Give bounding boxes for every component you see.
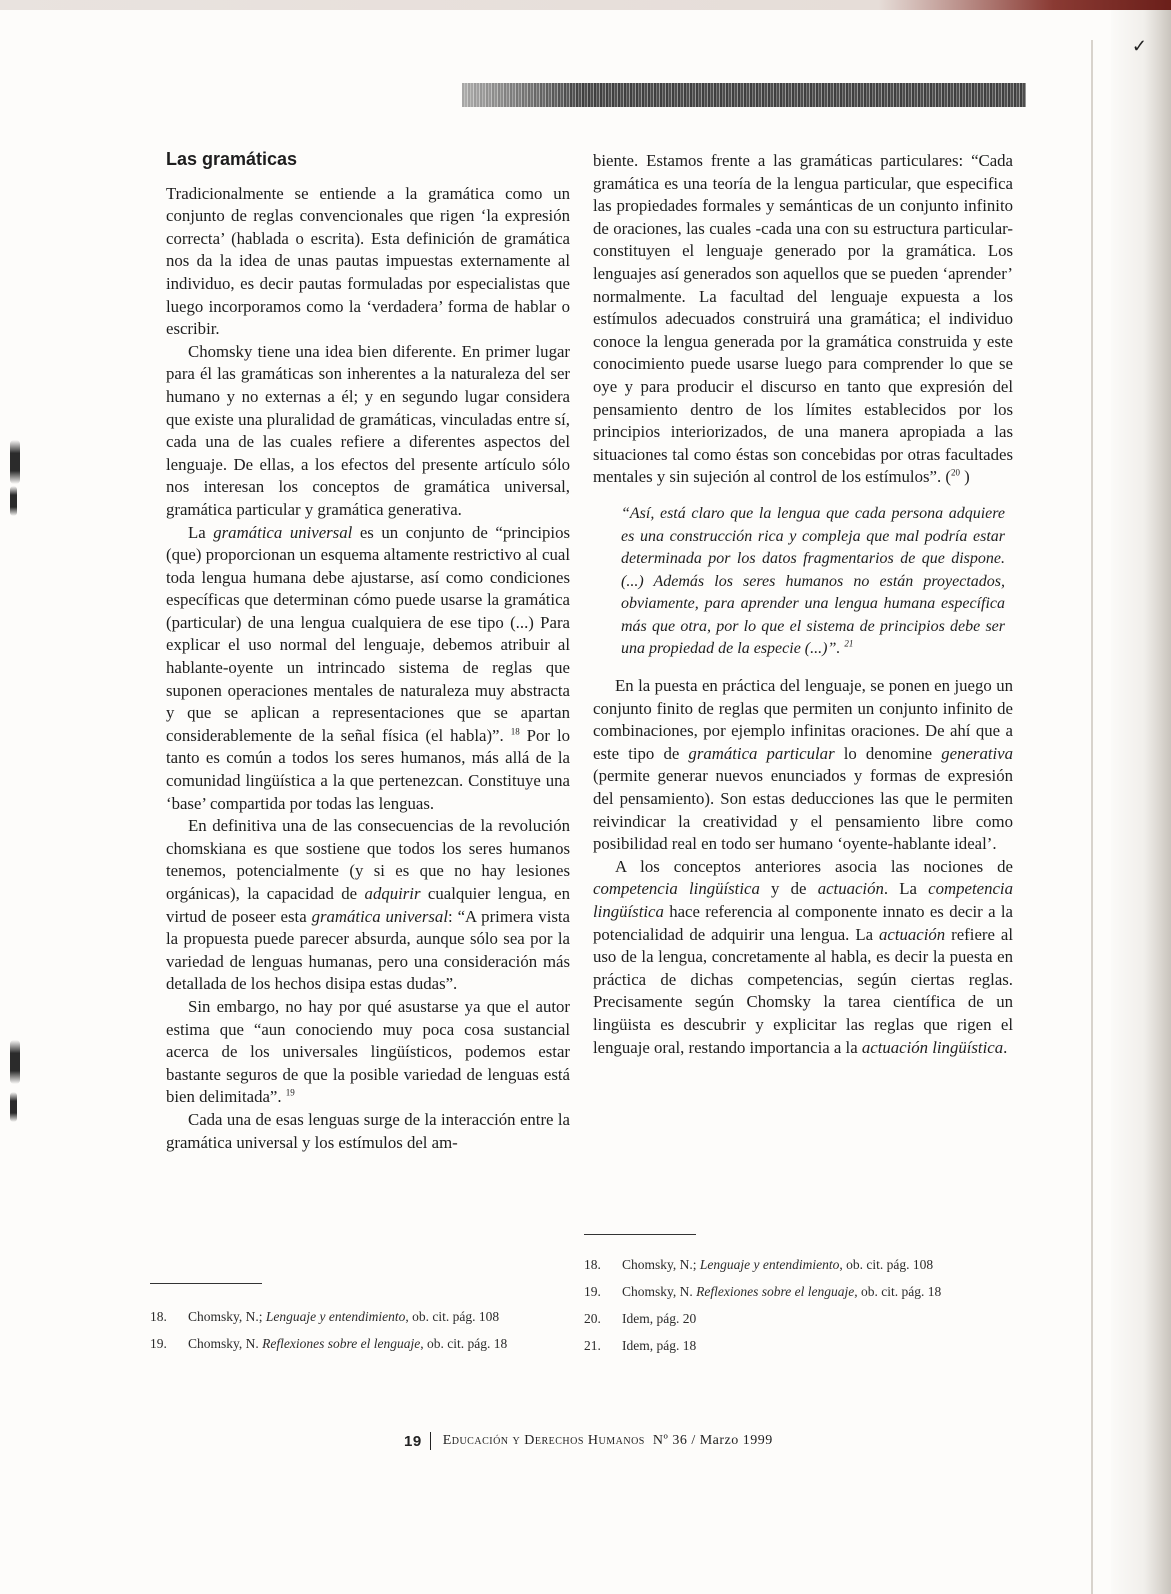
footnote-rest: , ob. cit. pág. 108 <box>405 1309 500 1324</box>
footnote-number: 21. <box>584 1338 601 1353</box>
footnote-text <box>188 1335 507 1352</box>
footer-divider <box>430 1432 431 1450</box>
footnote-text <box>622 1256 933 1273</box>
footnote-author: Chomsky, N.; <box>188 1309 266 1324</box>
footnote-rest: , ob. cit. pág. 18 <box>420 1336 508 1351</box>
footnote <box>584 1310 1004 1327</box>
footnote-rest: , ob. cit. pág. 18 <box>854 1284 942 1299</box>
text-run: refiere al uso de la lengua, concretamente al habla, es decir la puesta en práctica de dichas competencias, según ciertas reglas. Precisamente según Chomsky la tarea científica de un lingüista es descubrir y explicitar las reglas que rigen el lenguaje oral, restando importancia a la <box>593 924 1013 1057</box>
binding-hole-mark <box>10 1040 20 1084</box>
page-top-edge <box>0 0 1171 10</box>
footnote-rest: , ob. cit. pág. 108 <box>839 1257 934 1272</box>
header-banner-fade <box>462 83 582 107</box>
paragraph <box>593 150 1013 489</box>
text-run: . <box>1003 1037 1008 1057</box>
footnote-author: Chomsky, N. <box>622 1284 697 1299</box>
text-run: es un conjunto de “principios (que) proporcionan un esquema altamente restrictivo al cual toda lengua humana debe ajustarse, así como condiciones específicas que determinan cómo puede usarse la gramática (particular) de una lengua cualquiera de ese tipo (...) Para explicar el uso normal del lenguaje, debemos atribuir al hablante-oyente un intrincado sistema de reglas que suponen operaciones mentales de naturaleza muy abstracta y que se aplican a representaciones que se apartan considerablemente de la señal física (el habla)”. <box>166 522 570 745</box>
left-column <box>166 148 570 1154</box>
footnote-ref: 20 <box>950 467 960 478</box>
footnote-text: Idem, pág. 18 <box>622 1338 697 1353</box>
footnote-number: 20. <box>584 1311 601 1326</box>
text-run: y de <box>759 879 818 899</box>
footnote-ref: 19 <box>285 1087 295 1098</box>
emphasis: actuación <box>879 924 946 944</box>
footnote-text <box>188 1308 499 1325</box>
block-quote <box>621 503 1005 661</box>
text-run: . La <box>883 879 929 899</box>
footnote <box>584 1337 1004 1354</box>
footnote-number: 19. <box>584 1284 601 1299</box>
text-run: lo denomine <box>834 743 942 763</box>
emphasis: adquirir <box>364 884 421 903</box>
emphasis: gramática universal <box>213 522 353 542</box>
page-fold-line <box>1091 40 1093 1594</box>
text-run: : “A primera vista la propuesta puede parecer absurda, aunque sólo sea por la variedad de lenguas humanas, pero una consideración más detallada de los hechos disipa estas dudas”. <box>166 906 570 994</box>
text-run: cualquier lengua, en virtud de poseer esta <box>166 884 570 926</box>
emphasis: gramática particular <box>688 743 835 763</box>
right-column <box>593 150 1013 1059</box>
emphasis: actuación <box>817 879 884 899</box>
page-footer <box>404 1432 773 1450</box>
paragraph <box>166 522 570 816</box>
emphasis: competencia lingüística <box>593 879 760 899</box>
footnote-title: Reflexiones sobre el lenguaje <box>262 1336 421 1351</box>
footnote-text <box>622 1283 941 1300</box>
text-run: Por lo tanto es común a todos los seres humanos, más allá de la comunidad lingüística a la que pertenezcan. Constituye una ‘base’ compartida por todas las lenguas. <box>166 725 571 813</box>
binding-hole-mark <box>10 486 17 516</box>
footnote <box>150 1335 560 1352</box>
footnote-title: Reflexiones sobre el lenguaje <box>696 1284 855 1299</box>
paragraph: Cada una de esas lenguas surge de la interacción entre la gramática universal y los estímulos del am- <box>166 1109 570 1152</box>
footnote-number: 19. <box>150 1336 167 1351</box>
footnote <box>584 1283 1004 1300</box>
page-right-edge <box>1111 10 1171 1594</box>
footnote-number: 18. <box>150 1309 167 1324</box>
footnote-title: Lenguaje y entendimiento <box>265 1309 406 1324</box>
footnote-rule <box>584 1234 696 1235</box>
emphasis: generativa <box>941 743 1013 763</box>
paragraph <box>166 815 570 996</box>
emphasis: actuación lingüística <box>861 1037 1004 1057</box>
paragraph <box>593 675 1013 856</box>
footnote-rule <box>150 1283 262 1284</box>
text-run: (permite generar nuevos enunciados y formas de expresión del pensamiento). Son estas deducciones las que le permiten reivindicar la creatividad y el pensamiento libre como posibilidad real en todo ser humano ‘oyente-hablante ideal’. <box>593 766 1013 854</box>
paragraph <box>593 856 1013 1059</box>
publication-name: Educación y Derechos Humanos <box>442 1433 645 1448</box>
section-heading: Las gramáticas <box>166 149 298 169</box>
text-run: biente. Estamos frente a las gramáticas particulares: “Cada gramática es una teoría de la lengua particular, que especifica las propiedades formales y semánticas de un conjunto infinito de oraciones, las cuales -cada una con su estructura particular- constituyen el lenguaje generado por la gramática. Los lenguajes así generados son aquellos que se pueden ‘aprender’ normalmente. La facultad del lenguaje expuesta a los estímulos adecuados construirá una gramática; el individuo conoce la lengua generada por la gramática construida y este conocimiento puede usarse luego para comprender lo que se oye y para producir el discurso en tanto que expresión del pensamiento dentro de los límites establecidos por los principios interiorizados, de una manera apropiada a las situaciones tal como éstas son concebidas por otras facultades mentales y sin sujeción al control de los estímulos”. ( <box>593 151 1013 487</box>
corner-mark-icon: ✓ <box>1131 36 1147 56</box>
emphasis: competencia lingüística <box>593 879 1013 921</box>
text-run: hace referencia al componente innato es decir a la potencialidad de adquirir una lengua. La <box>593 902 1013 944</box>
footnotes-right <box>584 1256 1004 1364</box>
footnote <box>150 1308 560 1325</box>
binding-hole-mark <box>10 1092 17 1122</box>
issue-info: Nº 36 / Marzo 1999 <box>652 1433 773 1448</box>
paragraph <box>166 996 570 1109</box>
footnotes-left <box>150 1308 560 1362</box>
paragraph: Tradicionalmente se entiende a la gramática como un conjunto de reglas convencionales que rigen ‘la expresión correcta’ (hablada o escrita). Esta definición de gramática nos da la idea de unas pautas impuestas externamente al individuo, es decir pautas formuladas por especialistas que luego incorporamos como la ‘verdadera’ forma de hablar o escribir. <box>166 183 570 339</box>
text-run: Sin embargo, no hay por qué asustarse ya que el autor estima que “aun conociendo muy poca cosa sustancial acerca de los universales lingüísticos, podemos estar bastante seguros de que la posible variedad de lenguas está bien delimitada”. <box>166 996 570 1107</box>
paragraph: Chomsky tiene una idea bien diferente. En primer lugar para él las gramáticas son inherentes a la naturaleza del ser humano y no externas a él; y en segundo lugar considera que existe una pluralidad de gramáticas, vinculadas entre sí, cada una de las cuales refiere a diferentes aspectos del lenguaje. De ellas, a los efectos del presente artículo sólo nos interesan los conceptos de gramática universal, gramática particular y gramática generativa. <box>166 341 570 519</box>
footnote <box>584 1256 1004 1273</box>
text-run: A los conceptos anteriores asocia las nociones de <box>615 856 1013 876</box>
text-run: La <box>188 522 214 542</box>
text-run: En definitiva una de las consecuencias de la revolución chomskiana es que sostiene que todos los seres humanos tenemos, potencialmente (y si es que no hay lesiones orgánicas), la capacidad de <box>166 816 570 903</box>
footnote-ref: 18 <box>510 726 520 737</box>
footnote-number: 18. <box>584 1257 601 1272</box>
footnote-title: Lenguaje y entendimiento <box>699 1257 840 1272</box>
text-run: ) <box>959 467 970 487</box>
footnote-author: Chomsky, N. <box>188 1336 263 1351</box>
footnote-text: Idem, pág. 20 <box>622 1311 697 1326</box>
quote-text: “Así, está claro que la lengua que cada persona adquiere es una construcción rica y compleja que mal podría estar determinada por los datos fragmentarios de que dispone.(...) Además los seres humanos no están proyectados, obviamente, para aprender una lengua humana específica más que otra, por lo que el sistema de principios debe ser una propiedad de la especie (...)”. <box>621 504 1005 658</box>
footnote-author: Chomsky, N.; <box>622 1257 700 1272</box>
emphasis: gramática universal <box>311 906 448 926</box>
text-run: En la puesta en práctica del lenguaje, se ponen en juego un conjunto finito de reglas que permiten un conjunto infinito de combinaciones, por ejemplo infinitas oraciones. De ahí que a este tipo de <box>593 676 1013 763</box>
binding-hole-mark <box>10 440 20 484</box>
page-number: 19 <box>404 1432 422 1450</box>
footnote-ref: 21 <box>844 639 854 650</box>
